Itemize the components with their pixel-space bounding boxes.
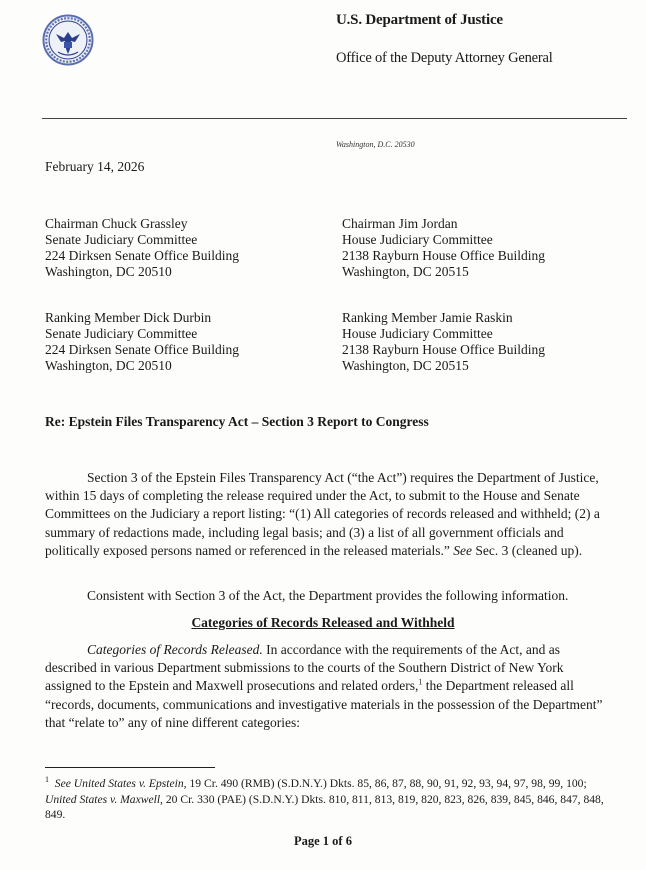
doj-seal-icon [42, 14, 94, 66]
addressee-jordan [342, 216, 545, 280]
subject-line: Re: Epstein Files Transparency Act – Section 3 Report to Congress [45, 414, 429, 429]
letterhead-divider [42, 118, 627, 119]
addressee-line: Chairman Jim Jordan [342, 216, 458, 231]
footnote-case-1: See United States v. Epstein, [54, 777, 187, 790]
addressee-line: House Judiciary Committee [342, 326, 493, 341]
city-line: Washington, D.C. 20530 [336, 140, 415, 149]
addressee-line: 2138 Rayburn House Office Building [342, 342, 545, 357]
addressee-durbin [45, 310, 239, 374]
addressee-line: 224 Dirksen Senate Office Building [45, 248, 239, 263]
addressee-line: Washington, DC 20510 [45, 264, 172, 279]
addressee-line: Senate Judiciary Committee [45, 326, 198, 341]
section-heading: Categories of Records Released and Withheld [191, 615, 455, 630]
categories-paragraph [45, 641, 605, 732]
footnote-dockets-2: 20 Cr. 330 (PAE) (S.D.N.Y.) Dkts. 810, 811, 813, 819, 820, 823, 826, 839, 845, 846, 847, 848, 849. [45, 792, 604, 821]
categories-text-b: the Department released all “records, documents, communications and investigative materials in the possession of the Department” that “relate to” any of nine different categories: [45, 678, 603, 730]
intro-citation: Sec. 3 (cleaned up). [471, 542, 583, 558]
office-name: Office of the Deputy Attorney General [336, 50, 553, 66]
addressee-line: Chairman Chuck Grassley [45, 216, 188, 231]
addressee-raskin [342, 310, 545, 374]
addressee-line: Washington, DC 20515 [342, 358, 469, 373]
addressee-line: Washington, DC 20510 [45, 358, 172, 373]
footnote-ref[interactable]: 1 [418, 677, 423, 687]
addressee-line: 224 Dirksen Senate Office Building [45, 342, 239, 357]
categories-text-a: In accordance with the requirements of the Act, and as described in various Department submissions to the courts of the Southern District of New York assigned to the Epstein and Maxwell prosecutions and related orders, [45, 642, 564, 694]
footnote-dockets-1: 19 Cr. 490 (RMB) (S.D.N.Y.) Dkts. 85, 86, 87, 88, 90, 91, 92, 93, 94, 97, 98, 99, 100; [186, 777, 587, 790]
addressee-line: 2138 Rayburn House Office Building [342, 248, 545, 263]
addressee-line: Senate Judiciary Committee [45, 232, 198, 247]
footnote-1 [45, 776, 615, 823]
addressee-line: Washington, DC 20515 [342, 264, 469, 279]
categories-lead: Categories of Records Released. [87, 642, 263, 657]
addressee-line: House Judiciary Committee [342, 232, 493, 247]
page-number: Page 1 of 6 [294, 834, 352, 848]
footnote-case-2: United States v. Maxwell, [45, 792, 163, 806]
see-signal: See [453, 542, 472, 558]
addressee-grassley [45, 216, 239, 280]
footnote-number: 1 [45, 775, 49, 785]
consistent-paragraph: Consistent with Section 3 of the Act, the Department provides the following information. [87, 588, 569, 603]
letter-date: February 14, 2026 [45, 159, 145, 174]
footnote-divider [45, 767, 215, 768]
addressee-line: Ranking Member Jamie Raskin [342, 310, 513, 325]
department-name: U.S. Department of Justice [336, 12, 503, 28]
addressee-line: Ranking Member Dick Durbin [45, 310, 212, 325]
intro-paragraph [45, 469, 605, 560]
intro-text: Section 3 of the Epstein Files Transparency Act (“the Act”) requires the Department of Justice, within 15 days of completing the release required under the Act, to submit to the House and Senate Committees on the Judiciary a report listing: “(1) All categories of records released and withheld; (2) a summary of redactions made, including legal basis; and (3) a list of all government officials and politically exposed persons named or referenced in the released materials.” [45, 470, 600, 558]
